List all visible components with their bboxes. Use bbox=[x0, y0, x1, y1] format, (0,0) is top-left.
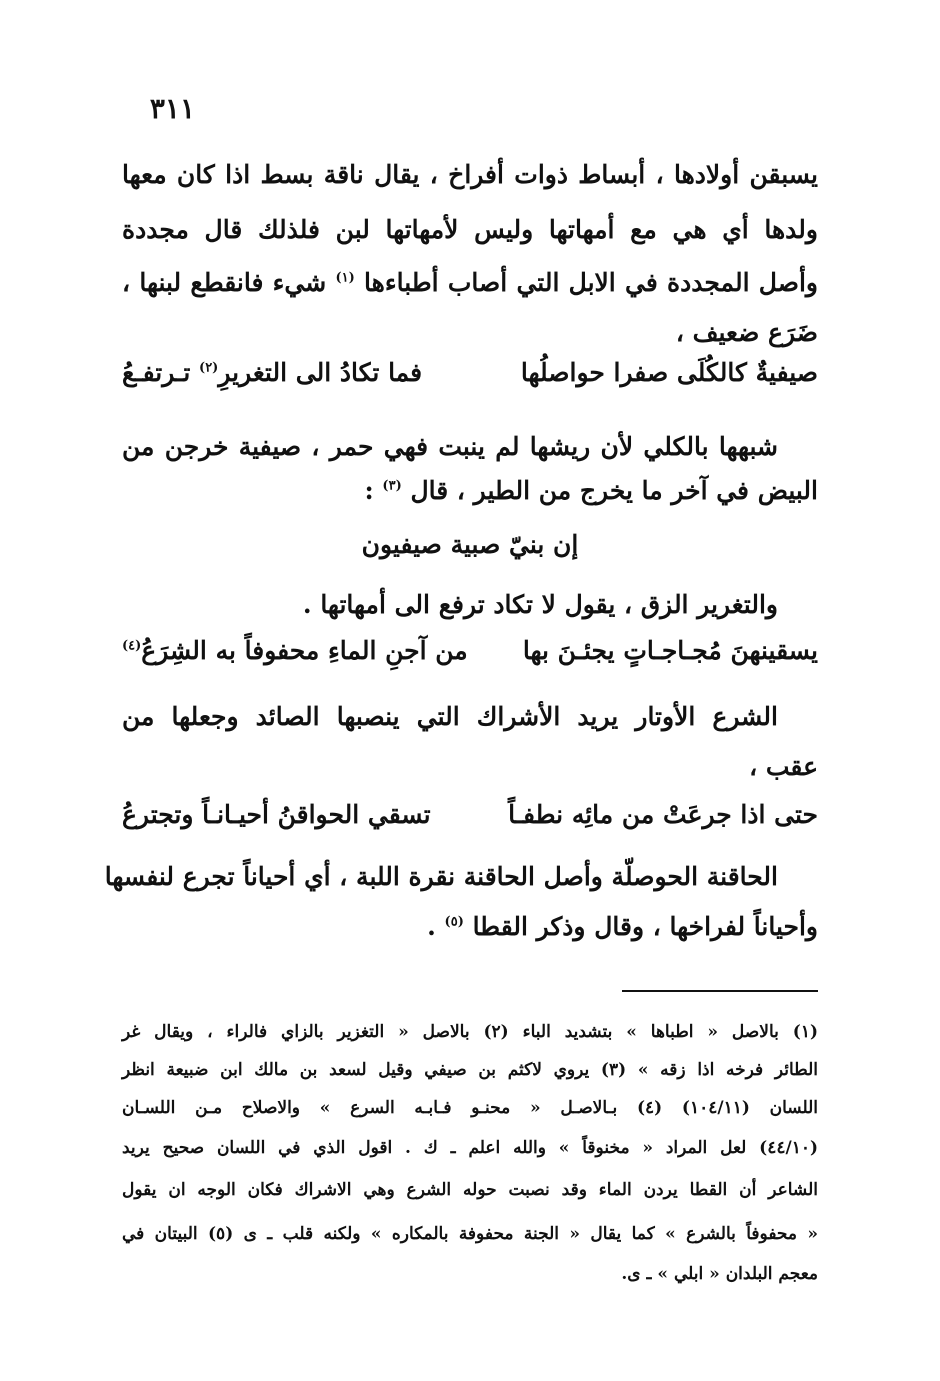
footnote-line: اللسان (١٠٤/١١) (٤) بـالاصـل « محنـو فـابـه السرع » والاصلاح مـن اللسـان bbox=[122, 1098, 818, 1118]
quoted-verse: إن بنيّ صبية صيفيون bbox=[361, 530, 579, 559]
footnote-line: « محفوفاً بالشرع » كما يقال « الجنة محفوفة بالمكاره » ولكنه قلب ـ ى (٥) البيتان في bbox=[122, 1224, 818, 1244]
body-line: ولدها أي هي مع أمهاتها وليس لأمهاتها لبن فلذلك قال مجددة bbox=[122, 215, 818, 244]
footnote-marker: (٢) bbox=[199, 360, 219, 376]
footnote-marker: (٥) bbox=[444, 914, 464, 930]
body-line bbox=[122, 268, 818, 298]
body-line: يسبقن أولادها ، أبساط ذوات أفراخ ، يقال ناقة بسط اذا كان معها bbox=[122, 160, 818, 189]
footnote-line: معجم البلدان « ابلي » ـ ى. bbox=[621, 1264, 818, 1284]
footnote-line: الطائر فرخه اذا زقه » (٣) يروي لاكثم بن صيفي وقيل لسعد بن مالك ابن ضبيعة انظر bbox=[122, 1060, 818, 1080]
body-line: عقب ، bbox=[749, 752, 818, 781]
body-line: والتغرير الزق ، يقول لا تكاد ترفع الى أمهاتها . bbox=[302, 590, 778, 619]
body-line bbox=[122, 912, 818, 942]
verse-text: من آجنِ الماءِ محفوفاً به الشِرَعُ bbox=[141, 636, 468, 665]
body-text: شيء فانقطع لبنها ، bbox=[122, 268, 327, 297]
footnote-line: (١) بالاصل « اطباها » بتشديد الباء (٢) بالاصل « التغزير بالزاي فالراء ، ويقال غر bbox=[122, 1022, 818, 1042]
body-line: الحاقنة الحوصلّة وأصل الحاقنة نقرة اللبة ، أي أحياناً تجرع لنفسها bbox=[104, 862, 778, 891]
verse-text: تـرتفـعُ bbox=[122, 358, 191, 387]
footnote-line: (٤٤/١٠) لعل المراد « مخنوقاً » والله اعلم ـ ك . اقول الذي في اللسان صحيح يريد bbox=[122, 1138, 818, 1158]
body-line: شبهها بالكلي لأن ريشها لم ينبت فهي حمر ، صيفية خرجن من bbox=[122, 432, 778, 461]
body-text: البيض في آخر ما يخرج من الطير ، قال bbox=[410, 476, 818, 505]
verse-text: فما تكادُ الى التغريرِ bbox=[218, 358, 423, 387]
body-text: وأصل المجددة في الابل التي أصاب أطباءها bbox=[364, 268, 818, 297]
body-text: وأحياناً لفراخها ، وقال وذكر القطا bbox=[472, 912, 818, 941]
verse-hemistich: تسقي الحواقنُ أحيـانـاً وتجترعُ bbox=[122, 800, 431, 829]
footnote-marker: (٣) bbox=[382, 478, 402, 494]
body-line: ضَرَع ضعيف ، bbox=[675, 318, 818, 347]
verse-hemistich: صيفيةٌ كالكُلَى صفرا حواصلُها bbox=[520, 358, 818, 387]
body-text: . bbox=[427, 912, 436, 941]
footnote-separator bbox=[622, 990, 818, 992]
footnote-marker: (٤) bbox=[122, 638, 142, 654]
verse-line bbox=[122, 358, 818, 388]
page-number: ٣١١ bbox=[149, 92, 195, 125]
footnote-line: الشاعر أن القطا يردن الماء وقد نصبت حوله الشرع وهي الاشراك فكان الوجه ان يقول bbox=[122, 1180, 818, 1200]
verse-hemistich: يسقينهنَ مُجـاجـاتٍ يجئـنَ بها bbox=[522, 636, 818, 665]
verse-hemistich: حتى اذا جرعَتْ من مائِه نطفـاً bbox=[508, 800, 818, 829]
footnote-marker: (١) bbox=[335, 270, 355, 286]
verse-hemistich bbox=[122, 636, 468, 666]
body-line: الشرع الأوتار يريد الأشراك التي ينصبها الصائد وجعلها من bbox=[122, 702, 778, 731]
body-text: : bbox=[364, 476, 374, 505]
verse-hemistich bbox=[122, 358, 422, 388]
verse-line bbox=[122, 636, 818, 666]
verse-line bbox=[122, 800, 818, 830]
body-line bbox=[122, 476, 818, 506]
